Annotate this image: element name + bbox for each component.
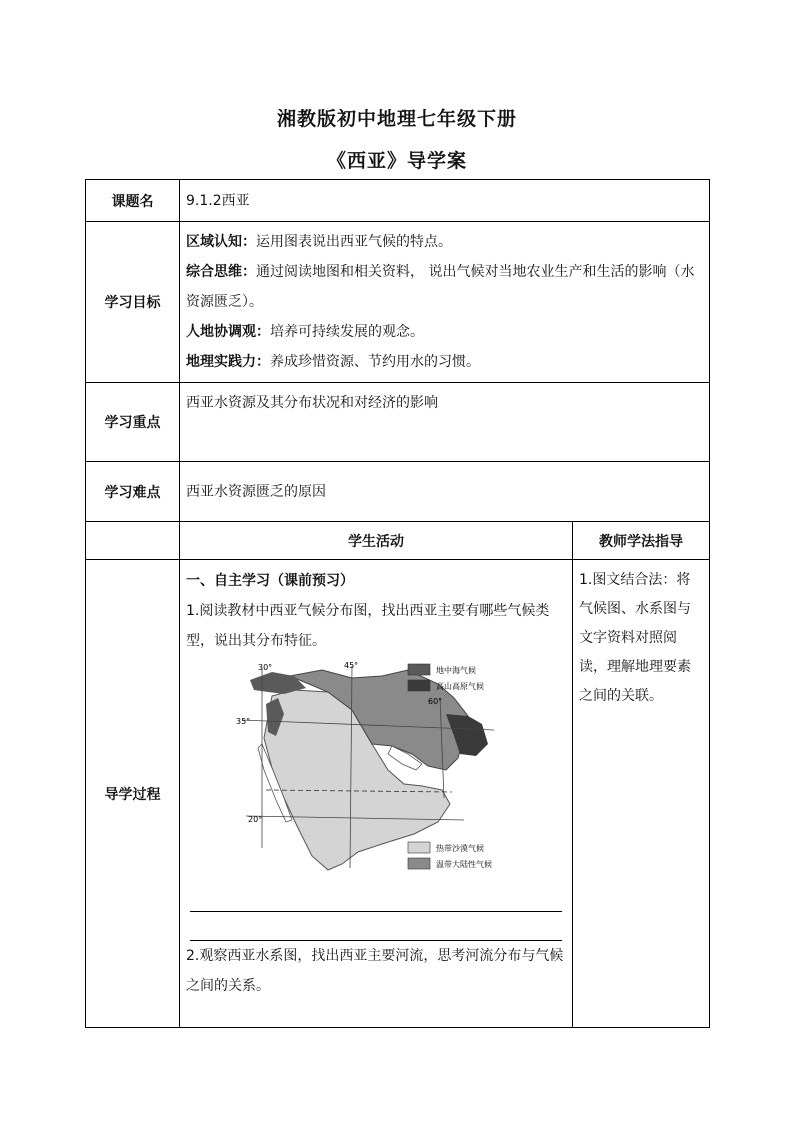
label-20: 20° bbox=[248, 815, 263, 824]
student-activity-header: 学生活动 bbox=[180, 522, 573, 560]
goals-list bbox=[180, 222, 709, 382]
legend-mediterranean: 地中海气候 bbox=[436, 666, 476, 675]
document-subtitle: 《西亚》导学案 bbox=[326, 150, 467, 172]
topic-value: 9.1.2西亚 bbox=[186, 192, 250, 209]
goals-row bbox=[86, 222, 710, 383]
goal-item: 区域认知：运用图表说出西亚气候的特点。 bbox=[186, 234, 452, 250]
goals-label: 学习目标 bbox=[86, 222, 180, 383]
teacher-guidance-header: 教师学法指导 bbox=[573, 522, 710, 560]
difficulty-row bbox=[86, 462, 710, 522]
label-35: 35° bbox=[236, 717, 251, 726]
label-45: 45° bbox=[344, 661, 359, 670]
topic-label: 课题名 bbox=[86, 180, 180, 222]
focus-label: 学习重点 bbox=[86, 383, 180, 462]
label-60: 60° bbox=[428, 697, 443, 706]
teacher-guidance-note: 1.图文结合法：将气候图、水系图与文字资料对照阅读，理解地理要素之间的关联。 bbox=[579, 572, 691, 704]
process-label: 导学过程 bbox=[86, 560, 180, 1028]
climate-map bbox=[232, 658, 532, 883]
goal-item: 地理实践力：养成珍惜资源、节约用水的习惯。 bbox=[186, 354, 480, 370]
goal-item: 综合思维：通过阅读地图和相关资料， 说出气候对当地农业生产和生活的影响（水资源匮乏）。 bbox=[186, 264, 695, 310]
topic-row bbox=[86, 180, 710, 222]
goal-item: 人地协调观：培养可持续发展的观念。 bbox=[186, 324, 424, 340]
question-2: 2.观察西亚水系图，找出西亚主要河流，思考河流分布与气候之间的关系。 bbox=[186, 948, 564, 994]
document-title: 湘教版初中地理七年级下册 bbox=[276, 108, 517, 130]
difficulty-value: 西亚水资源匮乏的原因 bbox=[186, 483, 326, 500]
lesson-plan-table bbox=[85, 179, 710, 1028]
question-1: 1.阅读教材中西亚气候分布图，找出西亚主要有哪些气候类型，说出其分布特征。 bbox=[186, 603, 550, 649]
section-heading: 一、自主学习（课前预习） bbox=[186, 573, 354, 589]
focus-value: 西亚水资源及其分布状况和对经济的影响 bbox=[186, 395, 438, 411]
process-row bbox=[86, 560, 710, 1028]
legend-highland: 高山高原气候 bbox=[436, 682, 484, 691]
focus-row bbox=[86, 383, 710, 462]
process-header-row bbox=[86, 522, 710, 560]
legend-desert: 热带沙漠气候 bbox=[436, 844, 484, 853]
answer-line-2[interactable] bbox=[190, 912, 562, 941]
difficulty-label: 学习难点 bbox=[86, 462, 180, 522]
legend-continental: 温带大陆性气候 bbox=[436, 860, 492, 869]
label-30: 30° bbox=[258, 663, 273, 672]
answer-line-1[interactable] bbox=[190, 883, 562, 912]
student-activity bbox=[180, 560, 572, 1007]
